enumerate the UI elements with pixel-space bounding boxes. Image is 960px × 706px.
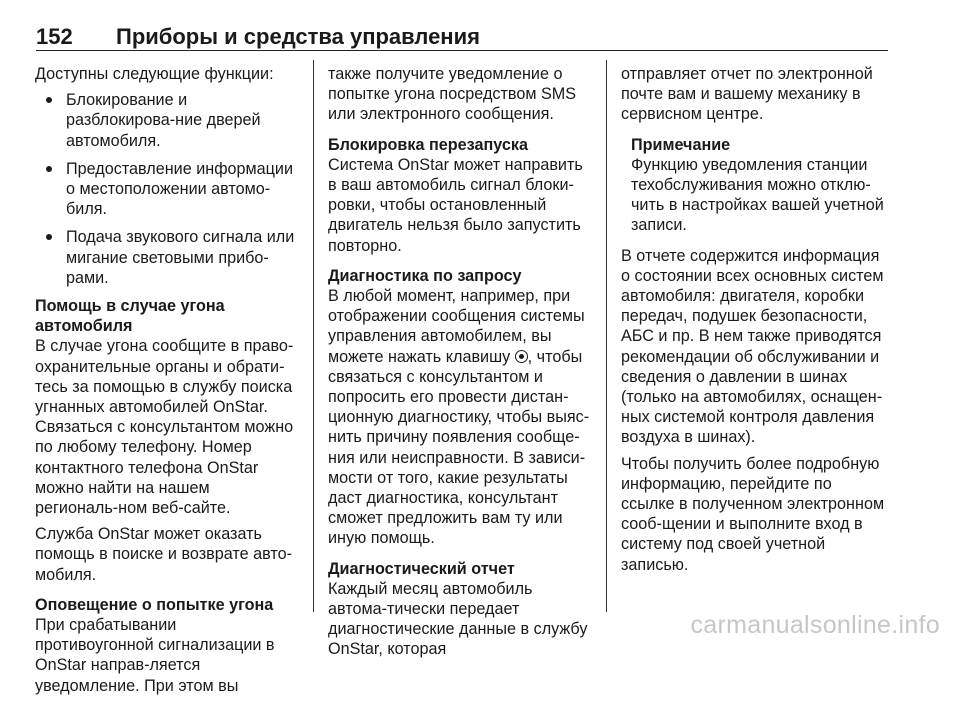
section-heading: Помощь в случае угона автомобиля	[35, 297, 225, 336]
list-item: Блокирование и разблокирова-ние дверей автомобиля.	[35, 90, 297, 151]
section-diagnostic-report	[328, 559, 592, 660]
column-3	[621, 64, 886, 581]
diag-text-after: , чтобы связаться с консультантом и попросить его провести дистан-ционную диагностику, чтобы выяс-нить причину появления сообще-ния или неисправности. В зависи-мости от того, какие результаты даст диагностика, консультант сможет предложить вам ту или иную помощь.	[328, 347, 590, 548]
intro-text: Доступны следующие функции:	[35, 65, 274, 83]
section-theft-alert	[35, 595, 297, 696]
paragraph	[328, 286, 592, 549]
paragraph: В отчете содержится информация о состоянии всех основных систем автомобиля: двигателя, коробки передач, подушек безопасности, АБС и пр. В нем также приводятся рекомендации об обслуживании и сведения о давлении в шинах (только на автомобилях, оснащен-ных системой контроля давления воздуха в шинах).	[621, 246, 884, 447]
section-diagnostics-on-demand	[328, 266, 592, 549]
paragraph: При срабатывании противоугонной сигнализации в OnStar направ-ляется уведомление. При этом вы	[35, 616, 275, 695]
page-number: 152	[36, 24, 73, 49]
paragraph: также получите уведомление о попытке угона посредством SMS или электронного сообщения.	[328, 65, 577, 124]
section-heading: Диагностический отчет	[328, 559, 515, 578]
list-item: Предоставление информации о местоположении автомо-биля.	[35, 159, 297, 220]
paragraph: отправляет отчет по электронной почте вам и вашему механику в сервисном центре.	[621, 65, 873, 124]
diag-text-before: В любой момент, например, при отображении сообщения системы управления автомобилем, вы можете нажать клавишу	[328, 287, 585, 366]
paragraph: В случае угона сообщите в право-охранительные органы и обрати-тесь за помощью в службу поиска угнанных автомобилей OnStar. Связаться с консультантом можно по любому телефону. Номер контактного телефона OnStar можно найти на нашем региональ-ном веб-сайте.	[35, 337, 294, 518]
column-divider	[313, 60, 314, 612]
note-heading: Примечание	[631, 135, 731, 154]
section-heading: Блокировка перезапуска	[328, 135, 528, 154]
paragraph: Система OnStar может направить в ваш автомобиль сигнал блоки-ровки, чтобы остановленный двигатель нельзя было запустить повторно.	[328, 155, 583, 255]
section-theft-assistance	[35, 296, 297, 585]
page-header	[36, 24, 888, 51]
paragraph: Каждый месяц автомобиль автома-тически передает диагностические данные в службу OnStar, которая	[328, 579, 588, 659]
section-restart-block	[328, 135, 592, 256]
section-heading: Диагностика по запросу	[328, 266, 522, 285]
section-heading: Оповещение о попытке угона	[35, 595, 274, 614]
note-text: Функцию уведомления станции техобслуживания можно отклю-чить в настройках вашей учетной записи.	[631, 155, 884, 235]
paragraph: Чтобы получить более подробную информацию, перейдите по ссылке в полученном электронном сооб-щении и выполните вход в систему под своей учетной записью.	[621, 454, 885, 574]
column-2	[328, 64, 592, 670]
onstar-button-icon	[515, 350, 528, 363]
feature-list	[35, 90, 297, 288]
list-item: Подача звукового сигнала или мигание световыми прибо-рами.	[35, 227, 297, 288]
watermark: carmanualsonline.info	[690, 611, 940, 639]
column-1	[35, 64, 297, 706]
chapter-title: Приборы и средства управления	[116, 24, 480, 49]
column-divider	[606, 60, 607, 612]
paragraph: Служба OnStar может оказать помощь в поиске и возврате авто-мобиля.	[35, 525, 292, 584]
note-box	[621, 135, 886, 236]
